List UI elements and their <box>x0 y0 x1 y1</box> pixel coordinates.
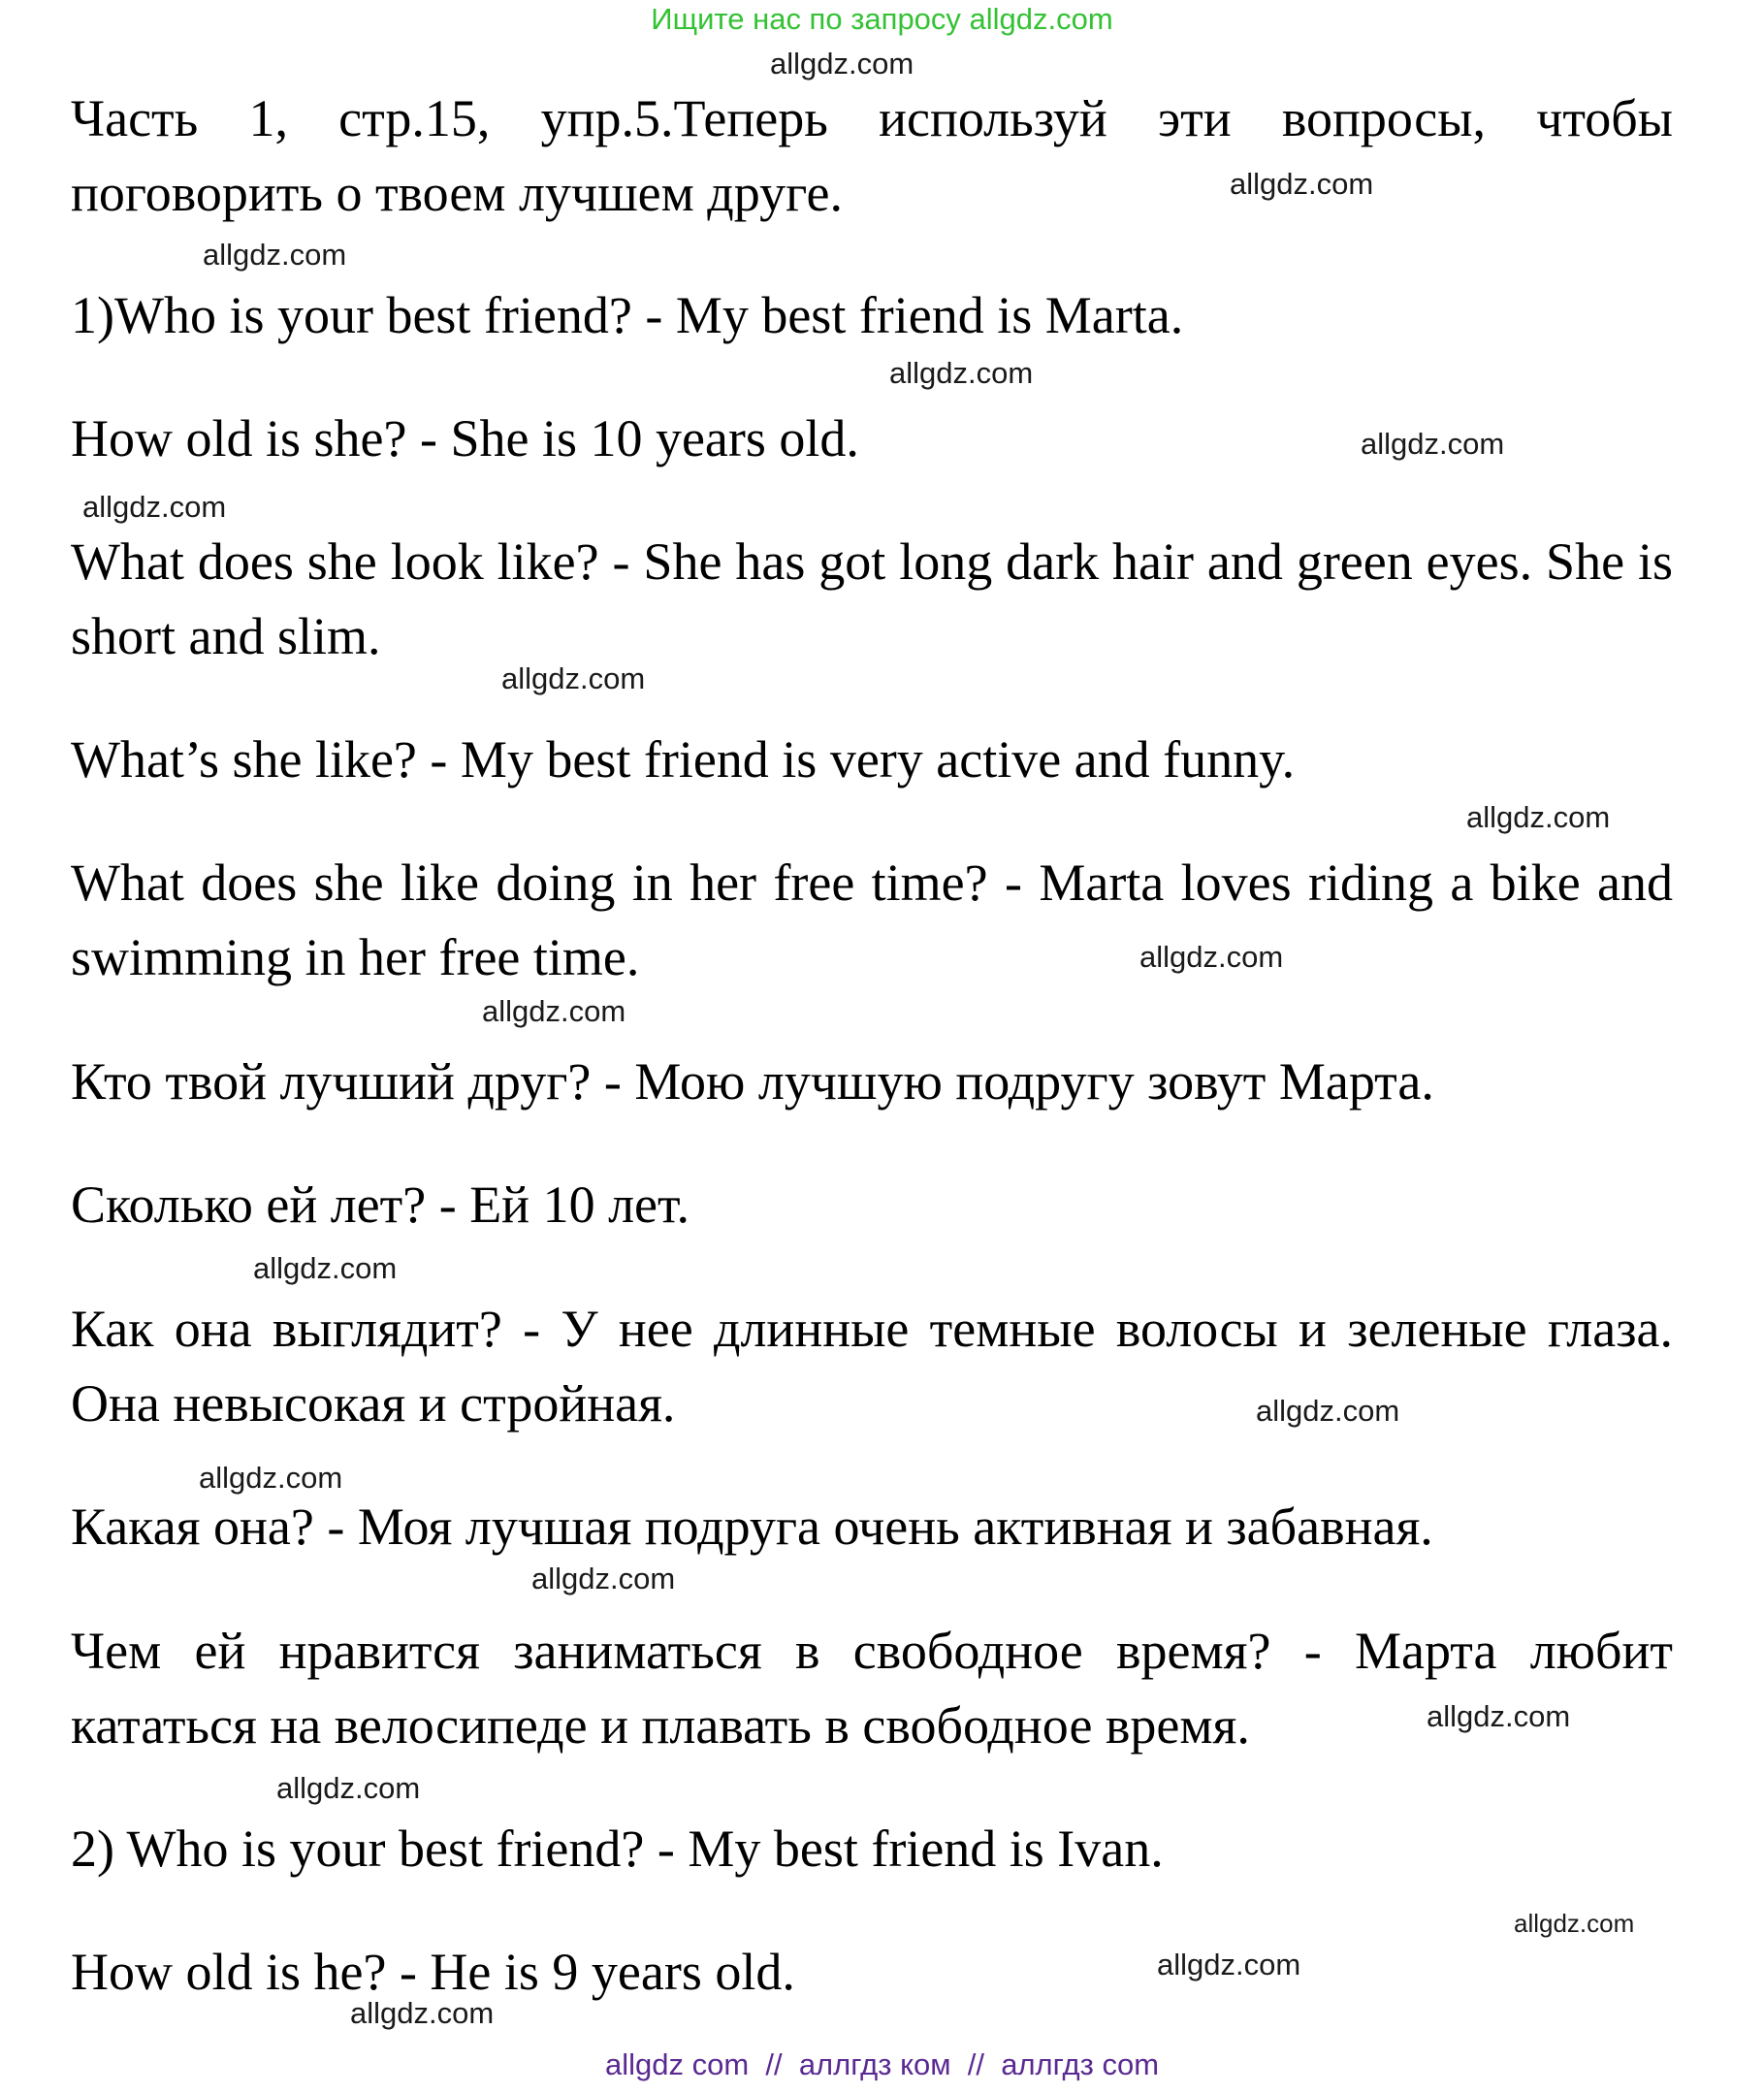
footer-links: allgdz com // аллгдз ком // аллгдз com <box>604 2047 1160 2081</box>
paragraph: 1)Who is your best friend? - My best friend is Marta. <box>71 286 1184 344</box>
watermark: allgdz.com <box>1230 167 1374 201</box>
watermark: allgdz.com <box>350 1996 495 2030</box>
paragraph: 2) Who is your best friend? - My best friend is Ivan. <box>71 1820 1164 1878</box>
exercise-heading: Часть 1, стр.15, упр.5.Теперь используй эти вопросы, чтобы поговорить о твоем лучшем друге. <box>71 89 1673 222</box>
paragraph: Как она выглядит? - У нее длинные темные волосы и зеленые глаза. Она невысокая и стройная. <box>71 1300 1673 1433</box>
watermark: allgdz.com <box>889 356 1034 390</box>
watermark: allgdz.com <box>82 490 227 524</box>
paragraph: Кто твой лучший друг? - Мою лучшую подругу зовут Марта. <box>71 1052 1434 1111</box>
watermark: allgdz.com <box>1514 1909 1635 1938</box>
paragraph: Какая она? - Моя лучшая подруга очень активная и забавная. <box>71 1498 1433 1556</box>
paragraph: What does she like doing in her free time? - Marta loves riding a bike and swimming in her free time. <box>71 854 1673 986</box>
watermark: allgdz.com <box>253 1251 398 1285</box>
paragraph: Чем ей нравится заниматься в свободное время? - Марта любит кататься на велосипеде и плавать в свободное время. <box>71 1622 1673 1755</box>
top-banner: Ищите нас по запросу allgdz.com <box>651 2 1113 36</box>
paragraph: Сколько ей лет? - Ей 10 лет. <box>71 1176 690 1234</box>
watermark: allgdz.com <box>501 661 646 695</box>
watermark: allgdz.com <box>1157 1948 1301 1981</box>
paragraph: How old is he? - He is 9 years old. <box>71 1943 795 2001</box>
watermark: allgdz.com <box>199 1461 343 1495</box>
watermark: allgdz.com <box>276 1771 421 1805</box>
watermark: allgdz.com <box>531 1562 676 1595</box>
paragraph: How old is she? - She is 10 years old. <box>71 409 859 467</box>
watermark: allgdz.com <box>1466 800 1611 834</box>
watermark: allgdz.com <box>203 238 347 272</box>
paragraph: What does she look like? - She has got long dark hair and green eyes. She is short and slim. <box>71 532 1673 665</box>
watermark: allgdz.com <box>1256 1394 1400 1428</box>
paragraph: What’s she like? - My best friend is very active and funny. <box>71 730 1296 789</box>
watermark: allgdz.com <box>1361 427 1505 461</box>
watermark: allgdz.com <box>770 47 914 81</box>
watermark: allgdz.com <box>1427 1699 1571 1733</box>
watermark: allgdz.com <box>1139 940 1284 974</box>
watermark: allgdz.com <box>482 994 626 1028</box>
